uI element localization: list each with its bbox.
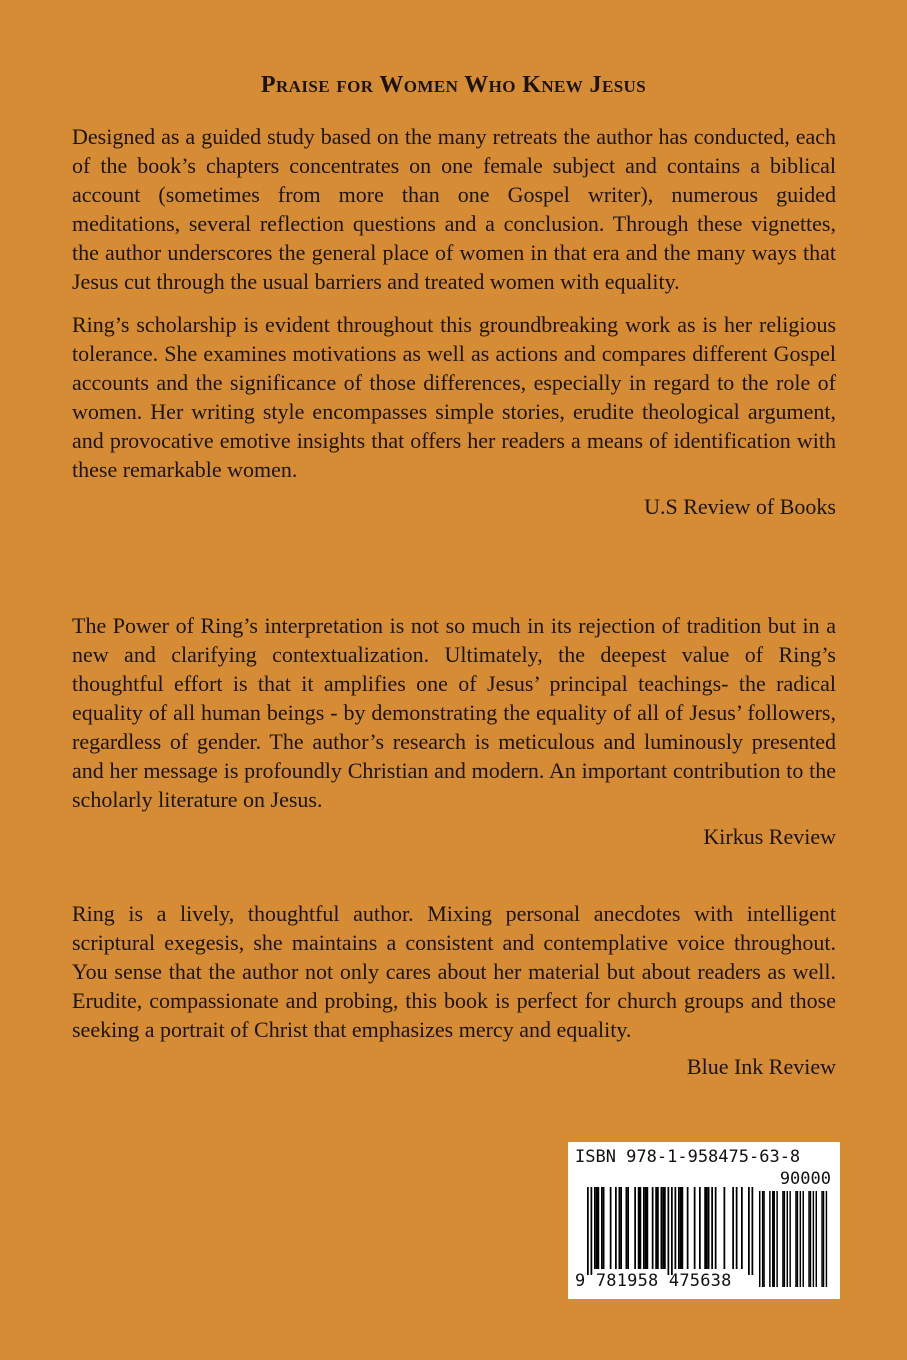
barcode-bar bbox=[591, 1187, 593, 1275]
barcode-bar bbox=[699, 1187, 701, 1269]
barcode-bar bbox=[662, 1187, 664, 1269]
addon-bar bbox=[826, 1191, 827, 1287]
barcode-bar bbox=[682, 1187, 684, 1269]
barcode-bar bbox=[626, 1187, 628, 1269]
review-paragraph: Ring is a lively, thoughtful author. Mixing personal anecdotes with intelligent scriptural exegesis, she maintains a consistent and contemplative voice throughout. You sense that the author not only cares about her material but about readers as well. Erudite, compassionate and probing, this book is perfect for church groups and those seeking a portrait of Christ that emphasizes mercy and equality. bbox=[72, 901, 836, 1042]
addon-bar bbox=[816, 1191, 817, 1287]
isbn-label: ISBN 978-1-958475-63-8 bbox=[575, 1147, 801, 1167]
barcode-bar bbox=[661, 1187, 663, 1269]
review-block-2 bbox=[72, 611, 836, 851]
addon-bar bbox=[823, 1191, 824, 1287]
barcode-bar bbox=[736, 1187, 738, 1269]
barcode-bar bbox=[675, 1187, 677, 1269]
addon-bar bbox=[797, 1191, 798, 1287]
review-paragraph: Designed as a guided study based on the many retreats the author has conducted, each of the book’s chapters concentrates on one female subject and contains a biblical account (sometimes from more than one Gospel writer), numerous guided meditations, several reflection questions and a conclusion. Through these vignettes, the author underscores the general place of women in that era and the many ways that Jesus cut through the usual barriers and treated women with equality. bbox=[72, 124, 836, 294]
barcode-bar bbox=[647, 1187, 649, 1269]
addon-bar bbox=[821, 1191, 822, 1287]
barcode-bar bbox=[587, 1187, 589, 1275]
barcode-bar bbox=[640, 1187, 642, 1269]
review-source: Kirkus Review bbox=[703, 824, 836, 849]
review-source: U.S Review of Books bbox=[644, 494, 836, 519]
addon-bar bbox=[813, 1191, 814, 1287]
barcode-bar bbox=[748, 1187, 750, 1275]
barcode-bar bbox=[645, 1187, 647, 1269]
barcode-bar bbox=[620, 1187, 622, 1269]
barcode-bar bbox=[619, 1187, 621, 1269]
barcode-bar bbox=[706, 1187, 708, 1269]
barcode-bar bbox=[615, 1187, 617, 1269]
barcode-bar bbox=[643, 1187, 645, 1269]
barcode-bar bbox=[687, 1187, 689, 1269]
barcode-bar bbox=[704, 1187, 706, 1269]
barcode-bar bbox=[627, 1187, 629, 1269]
barcode-bar bbox=[694, 1187, 696, 1269]
barcode-bar bbox=[652, 1187, 654, 1269]
review-block-3 bbox=[72, 899, 836, 1081]
review-paragraph: Ring’s scholarship is evident throughout this groundbreaking work as is her religious tolerance. She examines motivations as well as actions and compares different Gospel accounts and the significance of those differences, especially in regard to the role of women. Her writing style encompasses simple stories, erudite theological argument, and provocative emotive insights that offers her readers a means of identification with these remarkable women. bbox=[72, 312, 836, 482]
ean-digits: 9 781958 475638 bbox=[575, 1271, 732, 1291]
review-block-1 bbox=[72, 122, 836, 521]
barcode-bar bbox=[678, 1187, 680, 1269]
barcode-bar bbox=[671, 1187, 673, 1275]
addon-bar bbox=[762, 1191, 763, 1287]
review-paragraph: The Power of Ring’s interpretation is not so much in its rejection of tradition but in a new and clarifying contextualization. Ultimately, the deepest value of Ring’s thoughtful effort is that it amplifies one of Jesus’ principal teachings- the radical equality of all human beings - by demonstrating the equality of all of Jesus’ followers, regardless of gender. The author’s research is meticulous and luminously presented and her message is profoundly Christian and modern. An important contribution to the scholarly literature on Jesus. bbox=[72, 613, 836, 812]
praise-heading: Praise for Women Who Knew Jesus bbox=[260, 72, 647, 98]
barcode-bar bbox=[596, 1187, 598, 1269]
addon-bar bbox=[800, 1191, 801, 1287]
addon-bar bbox=[789, 1191, 790, 1287]
barcode-bar bbox=[680, 1187, 682, 1269]
barcode-bar bbox=[657, 1187, 659, 1269]
barcode-bar bbox=[638, 1187, 640, 1269]
barcode-bar bbox=[610, 1187, 612, 1269]
barcode-bar bbox=[594, 1187, 596, 1269]
addon-bar bbox=[776, 1191, 777, 1287]
barcode-bar bbox=[655, 1187, 657, 1269]
barcode-bar bbox=[715, 1187, 717, 1269]
barcode-bar bbox=[724, 1187, 726, 1269]
addon-bar bbox=[763, 1191, 764, 1287]
addon-bar bbox=[774, 1191, 775, 1287]
addon-bar bbox=[759, 1191, 760, 1287]
barcode-bar bbox=[732, 1187, 734, 1269]
isbn-barcode bbox=[568, 1142, 840, 1299]
addon-bar bbox=[808, 1191, 809, 1287]
barcode-bar bbox=[711, 1187, 713, 1269]
barcode-bar bbox=[741, 1187, 743, 1269]
addon-bar bbox=[769, 1191, 770, 1287]
addon-bar bbox=[803, 1191, 804, 1287]
barcode-bar bbox=[634, 1187, 636, 1269]
barcode-bar bbox=[708, 1187, 710, 1269]
barcode-bar bbox=[601, 1187, 603, 1269]
addon-bar bbox=[772, 1191, 773, 1287]
barcode-bar bbox=[598, 1187, 600, 1269]
addon-bar bbox=[810, 1191, 811, 1287]
addon-bar bbox=[787, 1191, 788, 1287]
barcode-bar bbox=[752, 1187, 754, 1275]
addon-bar bbox=[795, 1191, 796, 1287]
review-source: Blue Ink Review bbox=[686, 1054, 836, 1079]
barcode-bar bbox=[668, 1187, 670, 1275]
addon-bar bbox=[782, 1191, 783, 1287]
price-code: 90000 bbox=[779, 1169, 831, 1189]
barcode-bar bbox=[603, 1187, 605, 1269]
barcode-bar bbox=[664, 1187, 666, 1269]
addon-bar bbox=[784, 1191, 785, 1287]
